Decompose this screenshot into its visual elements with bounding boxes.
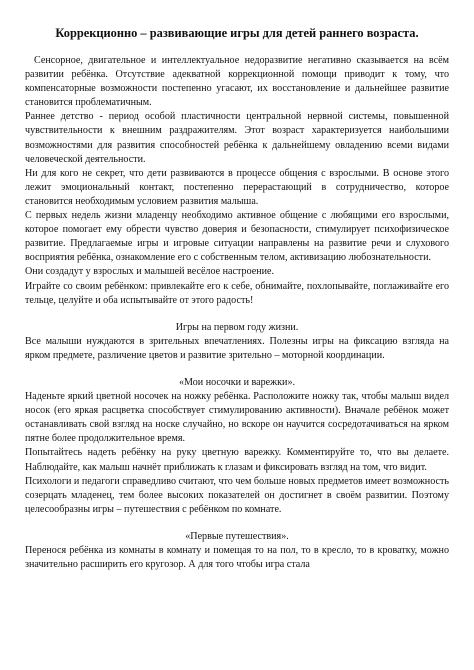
paragraph-9: Попытайтесь надеть ребёнку на руку цветную варежку. Комментируйте то, что вы делаете. Наблюдайте, как малыш начнёт приближать к глазам и фиксировать взгляд на том, что видит. xyxy=(25,447,449,473)
paragraph-10: Психологи и педагоги справедливо считают, что чем больше новых предметов имеет возможность созерцать младенец, тем более высоких показателей он достигнет в своём развитии. Поэтому целесообразны игры – путешествия с ребёнком по комнате. xyxy=(25,475,449,515)
paragraph-5: Они создадут у взрослых и малышей весёлое настроение. xyxy=(25,266,275,278)
document-page xyxy=(25,0,449,670)
section-heading-socks-mittens: «Мои носочки и варежки». xyxy=(178,376,296,388)
paragraph-8: Наденьте яркий цветной носочек на ножку ребёнка. Расположите ножку так, чтобы малыш видел носок (его яркая расцветка способствует стимулированию активности). Вначале ребёнок может останавливать свой взгляд на носке случайно, но вскоре он научится сосредотачиваться на ярком пятне более продолжительное время. xyxy=(25,391,449,445)
section-spacer xyxy=(25,363,449,376)
section-heading-first-year: Игры на первом году жизни. xyxy=(175,321,299,333)
section-spacer xyxy=(25,517,449,530)
document-title: Коррекционно – развивающие игры для детей раннего возраста. xyxy=(55,26,419,40)
paragraph-7: Все малыши нуждаются в зрительных впечатлениях. Полезны игры на фиксацию взгляда на ярком предмете, различение цветов и развитие зрительно – моторной координации. xyxy=(25,335,449,361)
paragraph-2: Раннее детство - период особой пластичности центральной нервной системы, повышенной чувствительности к внешним раздражителям. Этот возраст характеризуется наибольшими возможностями для развития способностей ребёнка к дальнейшему овладению всеми видами человеческой деятельности. xyxy=(25,111,449,165)
section-spacer xyxy=(25,308,449,321)
paragraph-4: С первых недель жизни младенцу необходимо активное общение с любящими его взрослыми, которое помогает ему обрести чувство доверия и безопасности, стимулирует психофизическое развитие. Предлагаемые игры и игровые ситуации направлены на развитие речи и слухового восприятия ребёнка, ознакомление его с собственным телом, активизацию любознательности. xyxy=(25,210,449,264)
section-heading-first-journeys: «Первые путешествия». xyxy=(185,530,289,542)
paragraph-6: Играйте со своим ребёнком: привлекайте его к себе, обнимайте, похлопывайте, поглаживайте его тельце, целуйте и оба испытывайте от этого радость! xyxy=(25,280,449,306)
paragraph-11: Перенося ребёнка из комнаты в комнату и помещая то на пол, то в кресло, то в кроватку, можно значительно расширить его кругозор. А для того чтобы игра стала xyxy=(25,545,449,571)
paragraph-1: Сенсорное, двигательное и интеллектуальное недоразвитие негативно сказывается на всём развитии ребёнка. Отсутствие адекватной коррекционной помощи приводит к тому, что компенсаторные возможности постепенно угасают, их восстановление и дальнейшее развитие становится проблематичным. xyxy=(25,55,449,109)
paragraph-3: Ни для кого не секрет, что дети развиваются в процессе общения с взрослыми. В основе этого лежит эмоциональный контакт, постепенно перерастающий в сотрудничество, которое становится необходимым условием развития малыша. xyxy=(25,167,449,207)
document-body xyxy=(25,54,449,572)
